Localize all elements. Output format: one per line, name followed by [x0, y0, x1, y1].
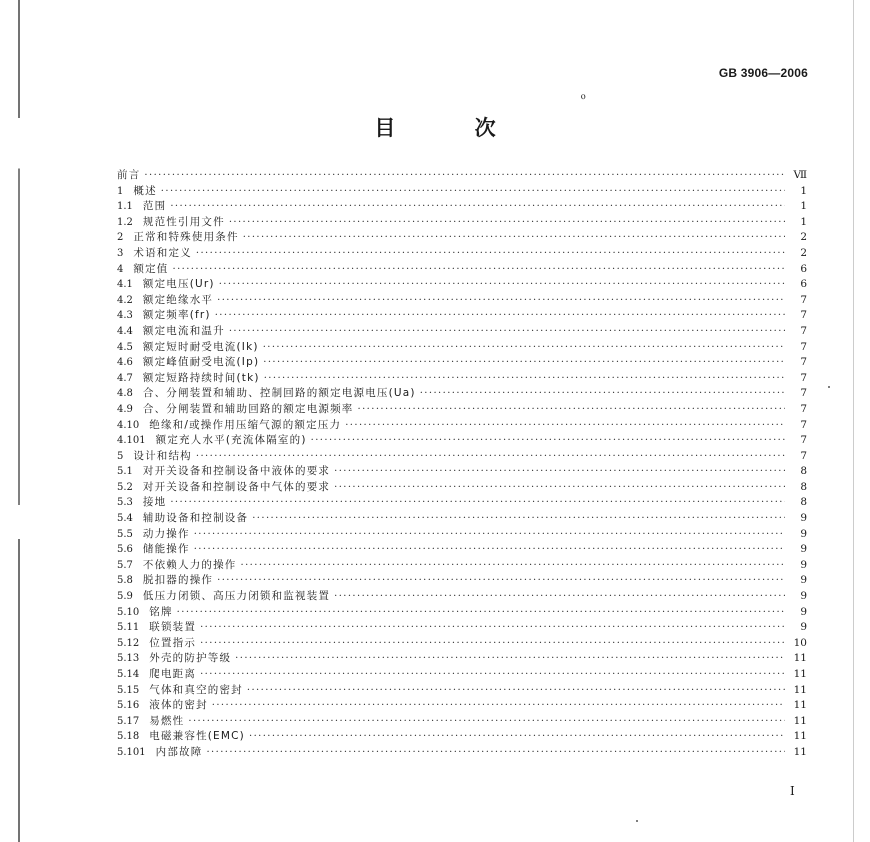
toc-entry-title: 动力操作	[142, 527, 190, 540]
toc-entry-number: 4.8	[117, 388, 133, 400]
toc-leader-dots	[311, 433, 785, 449]
toc-entry-page: 7	[800, 324, 807, 337]
toc-entry-number: 5.2	[117, 481, 133, 493]
toc-leader-dots	[212, 698, 785, 714]
toc-entry-title: 额定峰值耐受电流(Ip)	[142, 356, 260, 369]
toc-entry-page: 9	[800, 621, 807, 634]
toc-entry-page: 1	[800, 200, 807, 213]
toc-entry-page: 11	[793, 652, 807, 665]
toc-leader-dots	[345, 418, 785, 434]
toc-entry[interactable]	[117, 667, 807, 683]
toc-entry-page: 2	[800, 231, 807, 244]
toc-entry-page: 11	[793, 745, 807, 758]
toc-entry-page: 8	[800, 465, 807, 478]
toc-entry-page: 9	[800, 605, 807, 618]
toc-leader-dots	[219, 277, 785, 293]
toc-entry[interactable]	[117, 168, 807, 184]
toc-entry-title: 对开关设备和控制设备中液体的要求	[142, 465, 331, 478]
toc-entry-title: 额定电流和温升	[142, 324, 225, 337]
toc-entry-title: 范围	[142, 200, 167, 213]
toc-entry-title: 额定电压(Ur)	[142, 278, 215, 291]
toc-entry-number: 5	[117, 450, 124, 462]
toc-entry-title: 前言	[117, 169, 141, 181]
toc-entry[interactable]	[117, 558, 807, 574]
toc-entry-title: 外壳的防护等级	[149, 652, 232, 665]
toc-entry-title: 低压力闭锁、高压力闭锁和监视装置	[142, 590, 331, 603]
toc-leader-dots	[194, 542, 785, 558]
toc-entry-page: 7	[800, 340, 807, 353]
toc-entry[interactable]	[117, 184, 807, 200]
toc-entry-page: 8	[800, 496, 807, 509]
toc-entry-number: 1.2	[117, 216, 133, 228]
toc-entry[interactable]	[117, 449, 807, 465]
toc-entry[interactable]	[117, 495, 807, 511]
toc-entry[interactable]	[117, 230, 807, 246]
toc-entry-number: 2	[117, 232, 124, 244]
toc-entry-number: 4.9	[117, 403, 133, 415]
toc-entry-number: 5.13	[117, 653, 140, 665]
standard-number: GB 3906—2006	[718, 66, 808, 80]
toc-entry-page: 9	[800, 543, 807, 556]
toc-entry[interactable]	[117, 355, 807, 371]
toc-entry[interactable]	[117, 402, 807, 418]
toc-entry[interactable]	[117, 651, 807, 667]
toc-entry-page: 11	[793, 699, 807, 712]
toc-entry-number: 5.6	[117, 544, 133, 556]
toc-leader-dots	[206, 745, 785, 761]
toc-entry[interactable]	[117, 511, 807, 527]
toc-entry-page: 7	[800, 402, 807, 415]
toc-leader-dots	[229, 215, 785, 231]
toc-entry[interactable]	[117, 293, 807, 309]
toc-entry-page: Ⅶ	[793, 169, 807, 181]
toc-entry-number: 4.5	[117, 341, 133, 353]
toc-entry-number: 5.5	[117, 528, 133, 540]
toc-entry-title: 不依赖人力的操作	[142, 558, 237, 571]
toc-entry-page: 9	[800, 590, 807, 603]
toc-leader-dots	[170, 495, 785, 511]
toc-entry-number: 5.101	[117, 746, 146, 758]
toc-entry-title: 额定频率(fr)	[142, 309, 211, 322]
toc-entry-title: 设计和结构	[133, 449, 192, 462]
toc-leader-dots	[188, 714, 785, 730]
toc-entry-title: 术语和定义	[133, 246, 192, 259]
toc-entry[interactable]	[117, 433, 807, 449]
toc-entry[interactable]	[117, 215, 807, 231]
toc-entry[interactable]	[117, 199, 807, 215]
toc-entry-title: 规范性引用文件	[142, 215, 225, 228]
toc-leader-dots	[249, 729, 785, 745]
toc-entry-title: 易燃性	[149, 714, 185, 727]
toc-entry[interactable]	[117, 464, 807, 480]
toc-entry-number: 5.17	[117, 715, 140, 727]
toc-leader-dots	[194, 527, 785, 543]
toc-leader-dots	[217, 293, 785, 309]
scan-speck	[636, 820, 638, 822]
toc-entry-page: 9	[800, 512, 807, 525]
toc-leader-dots	[217, 573, 785, 589]
toc-leader-dots	[200, 620, 785, 636]
toc-entry-number: 4.1	[117, 279, 133, 291]
handwritten-mark: ℴ	[578, 87, 588, 103]
toc-entry-number: 4.10	[117, 419, 140, 431]
toc-entry[interactable]	[117, 636, 807, 652]
toc-entry-title: 铭牌	[149, 605, 173, 618]
toc-leader-dots	[200, 636, 785, 652]
toc-entry-title: 储能操作	[142, 543, 190, 556]
toc-entry-page: 7	[800, 293, 807, 306]
toc-entry-number: 4.6	[117, 357, 133, 369]
toc-entry-number: 4	[117, 263, 124, 275]
toc-leader-dots	[263, 340, 785, 356]
toc-leader-dots	[264, 371, 785, 387]
toc-leader-dots	[252, 511, 785, 527]
toc-entry[interactable]	[117, 542, 807, 558]
toc-entry-number: 1.1	[117, 201, 133, 213]
toc-entry-title: 联锁装置	[149, 621, 197, 634]
toc-leader-dots	[196, 246, 785, 262]
toc-entry-title: 额定绝缘水平	[142, 293, 214, 306]
toc-entry[interactable]	[117, 386, 807, 402]
toc-entry-page: 6	[800, 278, 807, 291]
toc-leader-dots	[196, 449, 785, 465]
toc-leader-dots	[170, 199, 785, 215]
toc-entry-number: 3	[117, 247, 124, 259]
toc-entry-title: 气体和真空的密封	[149, 683, 243, 696]
toc-entry-number: 5.4	[117, 513, 133, 525]
toc-entry[interactable]	[117, 262, 807, 278]
toc-entry-page: 10	[793, 636, 807, 649]
toc-entry[interactable]	[117, 605, 807, 621]
toc-entry-title: 额定短路持续时间(tk)	[142, 371, 260, 384]
toc-entry-title: 内部故障	[155, 745, 203, 758]
toc-entry-number: 5.18	[117, 731, 140, 743]
page-title: 目 次	[374, 116, 532, 140]
toc-entry-title: 对开关设备和控制设备中气体的要求	[142, 480, 331, 493]
toc-entry[interactable]	[117, 620, 807, 636]
toc-entry-page: 2	[800, 246, 807, 259]
toc-entry-title: 正常和特殊使用条件	[133, 231, 239, 244]
toc-entry-number: 5.12	[117, 637, 140, 649]
toc-entry-number: 4.101	[117, 435, 146, 447]
toc-entry[interactable]	[117, 277, 807, 293]
toc-entry[interactable]	[117, 729, 807, 745]
toc-entry-number: 5.7	[117, 559, 133, 571]
toc-entry-page: 7	[800, 309, 807, 322]
toc-leader-dots	[420, 386, 785, 402]
toc-entry-page: 7	[800, 434, 807, 447]
toc-leader-dots	[243, 230, 785, 246]
toc-entry-title: 脱扣器的操作	[142, 574, 214, 587]
toc-entry-number: 5.15	[117, 684, 140, 696]
toc-leader-dots	[358, 402, 785, 418]
toc-entry-page: 8	[800, 480, 807, 493]
toc-entry-title: 位置指示	[149, 636, 197, 649]
toc-entry-page: 11	[793, 683, 807, 696]
toc-entry-number: 5.3	[117, 497, 133, 509]
toc-entry-page: 9	[800, 558, 807, 571]
toc-entry-page: 11	[793, 714, 807, 727]
toc-leader-dots	[144, 168, 785, 184]
toc-entry-title: 额定短时耐受电流(Ik)	[142, 340, 259, 353]
table-of-contents	[117, 168, 807, 761]
toc-entry-number: 4.7	[117, 372, 133, 384]
toc-entry-number: 4.3	[117, 310, 133, 322]
toc-entry-page: 7	[800, 371, 807, 384]
toc-entry-number: 5.14	[117, 669, 140, 680]
toc-entry[interactable]	[117, 589, 807, 605]
toc-entry-title: 概述	[133, 184, 157, 197]
toc-entry-title: 液体的密封	[149, 699, 208, 712]
toc-entry[interactable]	[117, 745, 807, 761]
toc-entry-page: 9	[800, 574, 807, 587]
toc-leader-dots	[172, 262, 785, 278]
toc-entry[interactable]	[117, 573, 807, 589]
toc-entry[interactable]	[117, 714, 807, 730]
toc-entry-page: 7	[800, 356, 807, 369]
toc-entry-page: 1	[800, 184, 807, 197]
toc-entry-page: 9	[800, 527, 807, 540]
toc-entry-number: 5.11	[117, 622, 140, 634]
toc-leader-dots	[229, 324, 785, 340]
toc-leader-dots	[247, 683, 785, 699]
toc-leader-dots	[334, 589, 785, 605]
toc-entry-number: 4.2	[117, 294, 133, 306]
toc-leader-dots	[215, 308, 785, 324]
toc-entry[interactable]	[117, 324, 807, 340]
toc-entry-number: 4.4	[117, 325, 133, 337]
toc-entry-number: 1	[117, 185, 124, 197]
toc-entry-number: 5.8	[117, 575, 133, 587]
toc-entry-title: 合、分闸装置和辅助、控制回路的额定电源电压(Ua)	[142, 387, 416, 400]
toc-entry-page: 7	[800, 449, 807, 462]
toc-entry-page: 11	[793, 668, 807, 680]
toc-entry[interactable]	[117, 698, 807, 714]
toc-entry-page: 7	[800, 387, 807, 400]
toc-entry-number: 5.16	[117, 700, 140, 712]
toc-leader-dots	[263, 355, 785, 371]
toc-entry[interactable]	[117, 340, 807, 356]
toc-entry-title: 绝缘和/或操作用压缩气源的额定压力	[149, 418, 342, 431]
toc-leader-dots	[161, 184, 785, 200]
toc-leader-dots	[200, 667, 785, 683]
toc-entry[interactable]	[117, 246, 807, 262]
toc-entry-title: 电磁兼容性(EMC)	[149, 730, 245, 743]
toc-entry-number: 5.1	[117, 466, 133, 478]
toc-entry[interactable]	[117, 371, 807, 387]
toc-entry-number: 5.9	[117, 591, 133, 603]
toc-entry[interactable]	[117, 527, 807, 543]
page-number: I	[790, 784, 795, 798]
toc-entry-page: 11	[793, 730, 807, 743]
toc-leader-dots	[235, 651, 785, 667]
toc-entry-page: 6	[800, 262, 807, 275]
toc-entry[interactable]	[117, 418, 807, 434]
toc-entry-title: 爬电距离	[149, 668, 197, 680]
toc-leader-dots	[241, 558, 785, 574]
toc-leader-dots	[334, 480, 785, 496]
toc-entry-title: 额定充人水平(充流体隔室的)	[155, 434, 307, 447]
toc-entry[interactable]	[117, 683, 807, 699]
toc-entry-title: 额定值	[133, 262, 169, 275]
toc-entry-number: 5.10	[117, 606, 140, 618]
toc-entry-page: 7	[800, 418, 807, 431]
toc-entry-title: 合、分闸装置和辅助回路的额定电源频率	[142, 402, 354, 415]
scan-speck	[828, 386, 830, 388]
toc-entry-title: 接地	[142, 496, 167, 509]
toc-leader-dots	[334, 464, 785, 480]
toc-entry[interactable]	[117, 308, 807, 324]
toc-entry-title: 辅助设备和控制设备	[142, 512, 249, 525]
toc-entry[interactable]	[117, 480, 807, 496]
toc-leader-dots	[177, 605, 785, 621]
toc-entry-page: 1	[800, 215, 807, 228]
